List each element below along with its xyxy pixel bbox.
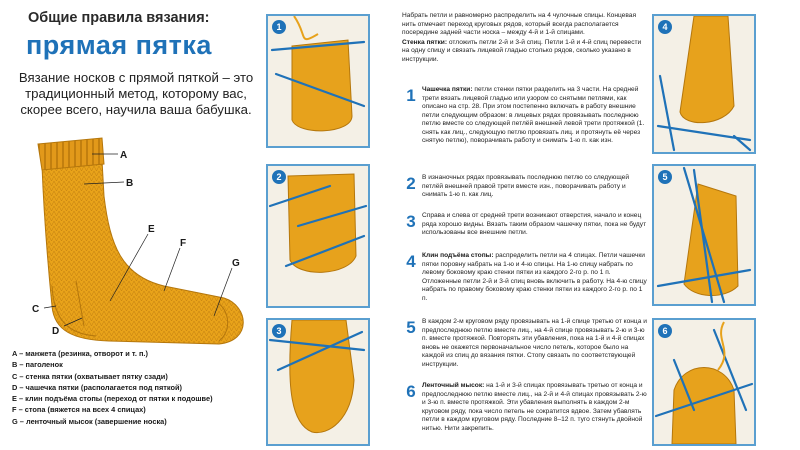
sock-label-c: C [32, 304, 40, 315]
legend-item: B – паголенок [12, 360, 63, 370]
sock-label-a: A [120, 150, 128, 161]
step-3: Справа и слева от средней трети возникают отверстия, начало и конец ряда хорошо видны. Вязать таким образом чашечку пятки, пока не будут использованы все внешние петли. [422, 212, 647, 237]
page-title: прямая пятка [26, 30, 212, 60]
step-number: 4 [406, 252, 416, 271]
intro-text: Вязание носков с прямой пяткой – это традиционный метод, которому вас, скорее всего, научила ваша бабушка. [18, 70, 254, 118]
step-photo-5 [652, 164, 756, 306]
step-text: петли стенки пятки разделить на 3 части. На средней трети вязать лицевой гладью или узором со снятыми петлями, как описано на стр. 28. При этом постепенно включать в работу внешние петли следующим образом: в лицевых рядах провязывать последнюю петлю вместе со следующей петлёй внешней левой трети протяжкой (1. снять как лиц., следующую петлю провязать лиц. и протянуть её через снятую петлю), поворачивать работу и снимать 1-ю п. как изн. [422, 86, 645, 145]
step-number: 6 [406, 382, 416, 401]
photo-number: 1 [272, 20, 286, 34]
photo-number: 6 [658, 324, 672, 338]
step-2: В изнаночных рядах провязывать последнюю петлю со следующей петлёй внешней правой трети вместе изн., поворачивать работу и снимать 1-ю п. как лиц. [422, 174, 630, 199]
step-photo-3 [266, 318, 370, 446]
sock-label-g: G [232, 258, 240, 269]
step-photo-6 [652, 318, 756, 446]
legend-item: C – стенка пятки (охватывает пятку сзади) [12, 371, 168, 381]
sock-label-e: E [148, 224, 155, 235]
step-4 [422, 252, 648, 303]
sock-diagram [14, 136, 254, 351]
legend-list [12, 348, 262, 427]
photo-number: 4 [658, 20, 672, 34]
heel-wall-text: отложить петли 2-й и 3-й спиц. Петли 1-й и 4-й спиц перевести на одну спицу и связать лицевой гладью столько рядов, сколько указано в инструкции. [402, 38, 642, 63]
step-5: В каждом 2-м круговом ряду провязывать на 1-й спице третью от конца и предпоследнюю петлю вместе лиц., на 4-й спице провязывать 2-ю и 3-ю п. вместе протяжкой. Повторять эти убавления, пока на 1-й и 4-й спицах вновь не окажется первоначальное число петель, которое было на каждой из спиц до вязания пятки. Стопу связать по соответствующей инструкции. [422, 318, 647, 368]
sock-label-b: B [126, 178, 134, 189]
sock-label-d: D [52, 326, 60, 337]
step-text: на 1-й и 3-й спицах провязывать третью от конца и предпоследнюю петлю вместе лиц., на 2-й и 4-й спицах провязывать 2-ю и 3-ю п. вместе протяжкой. Эти убавления выполнять в каждом 2-м круговом ряду, пока число петель не сократится вдвое. Затем убавлять петли в каждом круговом ряду. Последние 8–12 п. туго стянуть двойной нитью. Нити закрепить. [422, 382, 647, 432]
step-text: распределить петли на 4 спицах. Петли чашечки пятки поровну набрать на 1-ю и 4-ю спицы. На 1-ю спицу набрать по левому боковому краю стенки пятки из каждого 2-го р. по 1 п. Отложенные петли 2-й и 3-й спиц вновь включить в работу. На 4-ю спицу набрать по правому боковому краю стенки пятки из каждого 2-го р. по 1 п. [422, 252, 647, 302]
photo-number: 5 [658, 170, 672, 184]
photo-number: 3 [272, 324, 286, 338]
step-photo-2 [266, 164, 370, 308]
step-1 [422, 86, 648, 146]
legend-item: E – клин подъёма стопы (переход от пятки к подошве) [12, 394, 213, 404]
photo-number: 2 [272, 170, 286, 184]
sock-label-f: F [180, 238, 187, 249]
step-title: Чашечка пятки: [422, 86, 473, 93]
heel-wall-title: Стенка пятки: [402, 38, 448, 46]
step-title: Ленточный мысок: [422, 382, 485, 389]
step-6 [422, 382, 648, 433]
step-photo-1 [266, 14, 370, 148]
step-number: 5 [406, 318, 416, 337]
step-number: 1 [406, 86, 416, 105]
step-intro [402, 12, 646, 64]
legend-item: D – чашечка пятки (располагается под пяткой) [12, 382, 183, 392]
intro-paragraph: Набрать петли и равномерно распределить на 4 чулочные спицы. Концевая нить отмечает переход круговых рядов, который всегда располагается посередине задней части носка – между 4-й и 1-й спицами. [402, 12, 637, 37]
legend-item: F – стопа (вяжется на всех 4 спицах) [12, 405, 146, 415]
legend-item: A – манжета (резинка, отворот и т. п.) [12, 349, 148, 358]
step-number: 2 [406, 174, 416, 193]
step-number: 3 [406, 212, 416, 231]
heel-wall-paragraph [402, 39, 646, 65]
section-kicker: Общие правила вязания: [28, 10, 210, 26]
legend-item: G – ленточный мысок (завершение носка) [12, 416, 167, 426]
step-title: Клин подъёма стопы: [422, 252, 494, 259]
step-photo-4 [652, 14, 756, 154]
